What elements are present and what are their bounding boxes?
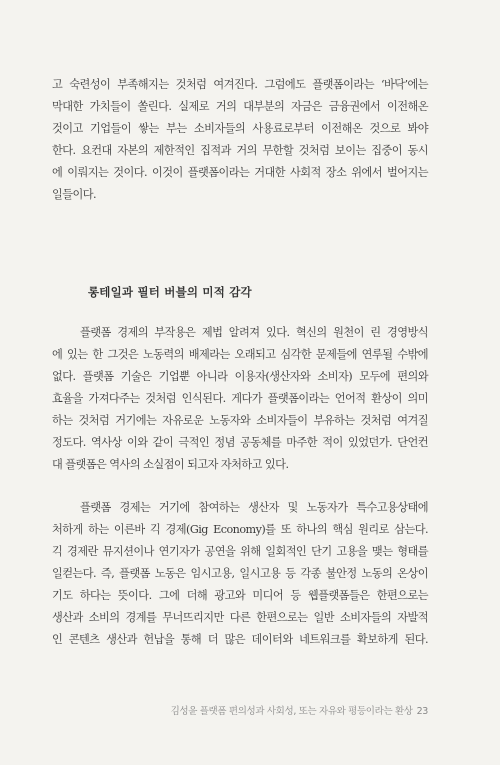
text-line: 플랫폼 경제는 거기에 참여하는 생산자 및 노동자가 특수고용상태에 (80, 501, 428, 514)
text-line: 효율을 가져다주는 것처럼 인식된다. 게다가 플랫폼이라는 언어적 환상이 의미 (52, 392, 428, 405)
text-line: 고 숙련성이 부족해지는 것처럼 여겨진다. 그럼에도 플랫폼이라는 ‘바닥’에는 (52, 78, 428, 91)
text-line: 정도다. 역사상 이와 같이 극적인 정념 공동체를 마주한 적이 있었던가. 단언컨 (52, 436, 428, 449)
paragraph-1 (52, 74, 428, 206)
text-line: 한다. 요컨대 자본의 제한적인 집적과 거의 무한할 것처럼 보이는 집중이 동시 (52, 144, 428, 157)
section-heading: 롱테일과 필터 버블의 미적 감각 (88, 285, 252, 299)
text-line: 에 이뤄지는 것이다. 이것이 플랫폼이라는 거대한 사회적 장소 위에서 벌어지는 (52, 166, 428, 179)
text-line: 기도 하다는 뜻이다. 그에 더해 광고와 미디어 등 웹플랫폼들은 한편으로는 (52, 589, 428, 602)
text-line: 플랫폼 경제의 부작용은 제법 알려져 있다. 혁신의 원천이 린 경영방식 (80, 326, 428, 339)
text-line: 없다. 플랫폼 기술은 기업뿐 아니라 이용자(생산자와 소비자) 모두에 편의와 (52, 370, 428, 383)
running-head: 김성윤 플랫폼 편의성과 사회성, 또는 자유와 평등이라는 환상 (170, 706, 413, 717)
text-line: 일들이다. (52, 188, 97, 201)
text-line: 생산과 소비의 경계를 무너뜨리지만 다른 한편으로는 일반 소비자들의 자발적 (52, 611, 428, 624)
text-line: 것이고 기업들이 쌓는 부는 소비자들의 사용료로부터 이전해온 것으로 봐야 (52, 122, 428, 135)
running-footer (170, 703, 428, 717)
text-line: 인 콘텐츠 생산과 헌납을 통해 더 많은 데이터와 네트워크를 확보하게 된다. (52, 633, 428, 646)
text-line: 처하게 하는 이른바 긱 경제(Gig Economy)를 또 하나의 핵심 원리로 삼는다. (52, 523, 428, 536)
text-line: 막대한 가치들이 쏠린다. 실제로 거의 대부분의 자금은 금융권에서 이전해온 (52, 100, 428, 113)
text-line: 일컫는다. 즉, 플랫폼 노동은 임시고용, 일시고용 등 각종 불안정 노동의 온상이 (52, 567, 428, 580)
text-line: 에 있는 한 그것은 노동력의 배제라는 오래되고 심각한 문제들에 연루될 수밖에 (52, 348, 428, 361)
paragraph-3 (52, 497, 428, 651)
paragraph-2 (52, 322, 428, 476)
page-number: 23 (416, 706, 428, 717)
text-line: 대 플랫폼은 역사의 소실점이 되고자 자처하고 있다. (52, 458, 289, 471)
text-line: 긱 경제란 뮤지션이나 연기자가 공연을 위해 일회적인 단기 고용을 맺는 형태를 (52, 545, 428, 558)
text-line: 하는 것처럼 거기에는 자유로운 노동자와 소비자들이 부유하는 것처럼 여겨질 (52, 414, 428, 427)
